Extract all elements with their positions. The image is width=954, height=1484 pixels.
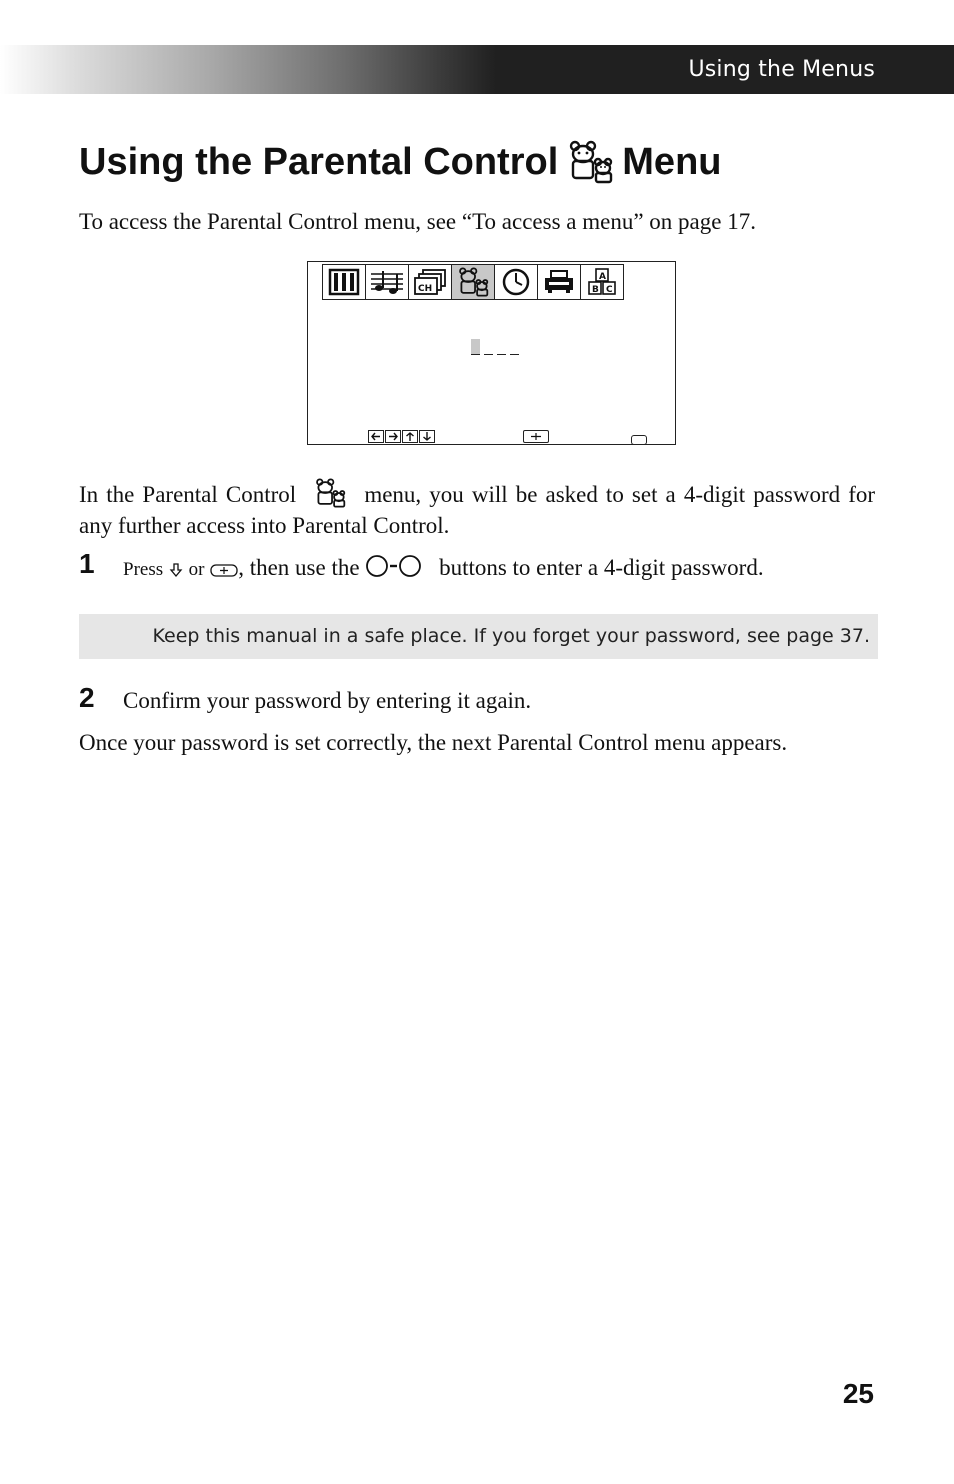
svg-text:B: B	[592, 285, 599, 295]
step-1-text	[123, 553, 764, 585]
page-title-text-end: Menu	[622, 140, 722, 183]
closing-paragraph: Once your password is set correctly, the next Parental Control menu appears.	[79, 730, 788, 755]
intro-paragraph: To access the Parental Control menu, see “To access a menu” on page 17.	[79, 209, 756, 234]
select-button-inline-icon	[210, 562, 238, 578]
parental-control-inline-icon	[310, 478, 350, 508]
tv-menu-screen	[307, 261, 676, 445]
menu-icon-bar	[322, 264, 624, 300]
para-text-end: menu, you will be asked to set a 4-digit password for any further access into Parental Control.	[79, 482, 876, 538]
header-band	[0, 45, 954, 94]
arrow-down-button-icon	[169, 562, 183, 578]
page-title-text: Using the Parental Control	[79, 140, 559, 183]
select-button-icon	[523, 430, 549, 443]
password-digit-slot	[497, 339, 506, 355]
timer-icon[interactable]	[495, 265, 538, 299]
arrow-down-icon	[419, 430, 435, 443]
svg-text:CH: CH	[418, 284, 433, 294]
password-digit-slot	[510, 339, 519, 355]
parental-control-menu-icon[interactable]	[452, 265, 495, 299]
number-buttons-icon	[365, 554, 433, 578]
step-number-2: 2	[79, 682, 95, 713]
step-number-1: 1	[79, 548, 95, 579]
page-title	[79, 140, 722, 184]
arrow-up-icon	[402, 430, 418, 443]
audio-icon[interactable]	[366, 265, 409, 299]
setup-icon[interactable]	[538, 265, 581, 299]
arrow-left-icon	[368, 430, 384, 443]
section-title: Using the Menus	[688, 57, 875, 82]
svg-text:A: A	[599, 272, 606, 282]
svg-text:C: C	[606, 285, 613, 295]
note-box	[79, 614, 878, 659]
picture-icon[interactable]	[323, 265, 366, 299]
step-1-press: Press	[123, 559, 164, 580]
arrow-right-icon	[385, 430, 401, 443]
page-number: 25	[842, 1378, 874, 1409]
channel-icon[interactable]	[409, 265, 452, 299]
step-1-or: or	[188, 559, 205, 580]
menu-button-icon	[631, 435, 647, 445]
para-text-start: In the Parental Control	[79, 482, 297, 507]
step-1-mid: , then use the	[238, 555, 360, 580]
note-text: Keep this manual in a safe place. If you forget your password, see page 37.	[152, 625, 870, 647]
password-digit-slot	[484, 339, 493, 355]
step-1-end: buttons to enter a 4-digit password.	[439, 555, 764, 580]
password-digit-slot	[471, 339, 480, 355]
step-2-text: Confirm your password by entering it again.	[123, 688, 532, 713]
abc-caption-icon[interactable]	[581, 265, 623, 299]
navigation-keys	[368, 430, 435, 443]
password-input[interactable]	[471, 339, 519, 357]
parental-control-icon	[566, 140, 614, 184]
password-instructions	[79, 478, 875, 541]
